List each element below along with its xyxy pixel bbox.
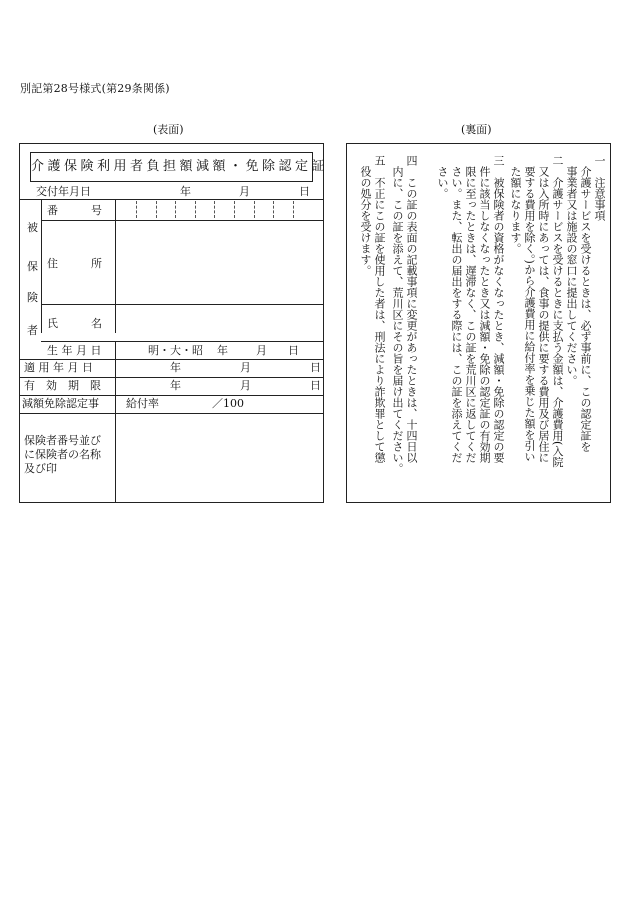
insurer-label-line2: に保険者の名称 (24, 448, 101, 461)
certificate-item-label: 減額免除認定事 (22, 397, 99, 410)
notice-line-16: 役の処分を受けます。 (359, 155, 372, 276)
notice-line-7: た額になります。 (509, 155, 522, 254)
notice-line-15: 五 不正にこの証を使用した者は、刑法により詐欺罪として懲 (373, 155, 386, 463)
birth-year: 年 (217, 344, 228, 357)
notice-line-14: 内に、この証を添えて、荒川区にその旨を届け出てください。 (391, 155, 404, 474)
form-header: 別記第28号様式(第29条関係) (20, 82, 170, 95)
applicable-day: 日 (310, 361, 321, 374)
insured-label-2: 保 (27, 260, 38, 273)
insurer-label-line1: 保険者番号並び (24, 434, 101, 447)
number-label: 番 号 (47, 204, 102, 217)
notice-line-10: 限に至ったときは、遅滞なく、この証を荒川区に返してくだ (464, 155, 477, 463)
birth-month: 月 (256, 344, 267, 357)
notice-line-4: 二 介護サービスを受けるときに支払う金額は、介護費用(入院 (551, 155, 564, 468)
insurer-label-line3: 及び印 (24, 462, 57, 475)
address-label: 住 所 (47, 257, 102, 270)
valid-period-label: 有 効 期 限 (24, 379, 101, 392)
notice-line-12: さい。 (436, 155, 449, 199)
issue-date-month: 月 (239, 185, 250, 198)
issue-date-day: 日 (299, 185, 310, 198)
notice-line-13: 四 この証の表面の記載事項に変更があったときは、十四日以 (405, 155, 418, 463)
back-card (346, 143, 611, 503)
valid-day: 日 (310, 379, 321, 392)
applicable-year: 年 (170, 361, 181, 374)
insured-label-4: 者 (27, 324, 38, 337)
notice-line-2: 介護サービスを受けるときは、必ず事前に、この認定証を (579, 155, 592, 452)
notice-line-8: 三 被保険者の資格がなくなったとき、減額・免除の認定の要 (492, 155, 505, 463)
certificate-title: 介護保険利用者負担額減額・免除認定証 (30, 152, 313, 182)
name-label: 氏 名 (47, 317, 102, 330)
front-side-label: (表面) (153, 123, 184, 136)
benefit-rate-label: 給付率 (126, 397, 159, 410)
notice-line-11: さい。また、転出の届出をする際には、この証を添えてくだ (450, 155, 463, 463)
front-card (19, 143, 329, 503)
insured-label-1: 被 (27, 221, 38, 234)
valid-year: 年 (170, 379, 181, 392)
benefit-rate-value: ／100 (212, 397, 244, 410)
applicable-month: 月 (240, 361, 251, 374)
notice-line-6: 要する費用を除く。)から介護費用に給付率を乗じた額を引い (523, 155, 536, 462)
issue-date-label: 交付年月日 (36, 185, 91, 198)
insured-label-3: 険 (27, 291, 38, 304)
applicable-date-label: 適 用 年 月 日 (24, 361, 93, 374)
birth-date-label: 生 年 月 日 (47, 344, 102, 357)
notice-line-5: 又は入所時にあっては、食事の提供に要する費用及び居住に (537, 155, 550, 463)
issue-date-year: 年 (180, 185, 191, 198)
notice-line-1: 一 注意事項 (593, 155, 606, 221)
birth-era: 明・大・昭 (148, 344, 203, 357)
back-side-label: (裏面) (461, 123, 492, 136)
birth-day: 日 (288, 344, 299, 357)
notice-line-3: 事業者又は施設の窓口に提出してください。 (565, 155, 578, 386)
notice-line-9: 件に該当しなくなったとき又は減額・免除の認定証の有効期 (478, 155, 491, 463)
valid-month: 月 (240, 379, 251, 392)
